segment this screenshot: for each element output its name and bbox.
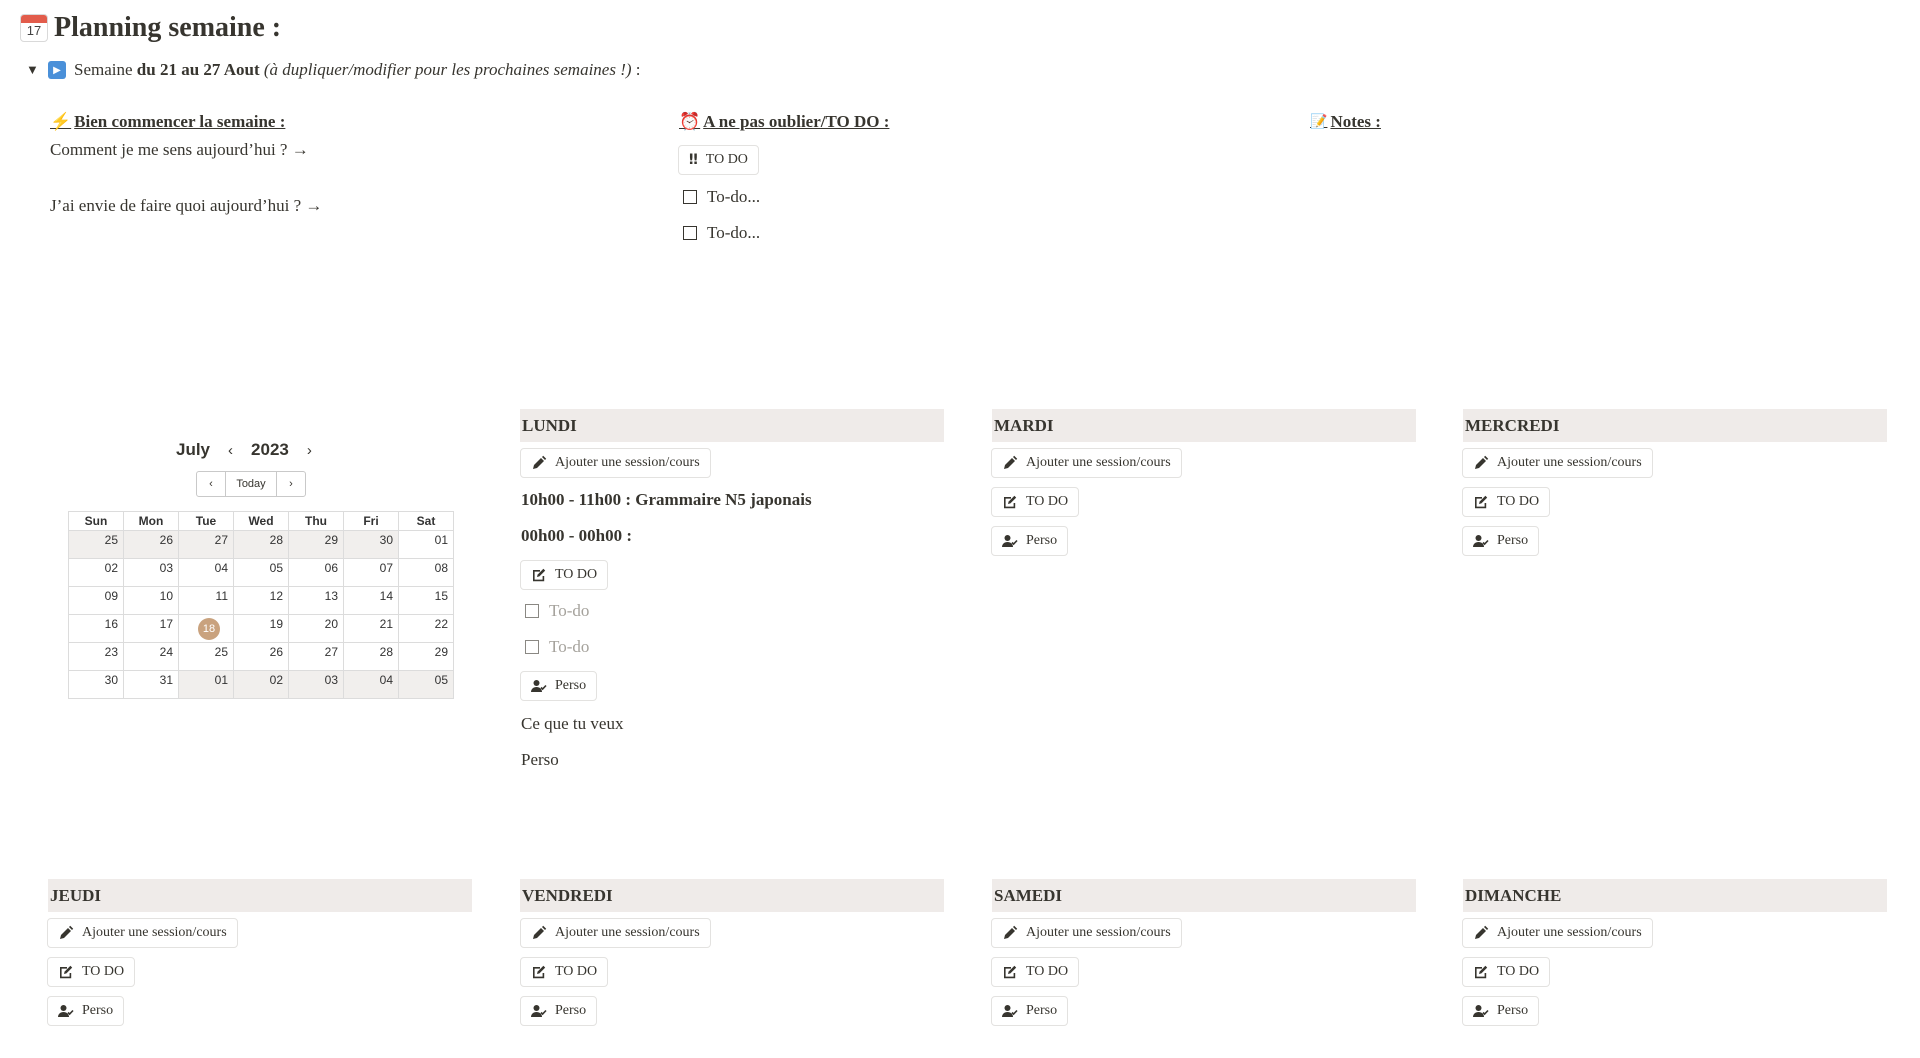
todo-button[interactable]: TO DO <box>520 957 608 987</box>
user-check-icon <box>531 1003 547 1019</box>
checkbox[interactable] <box>525 640 539 654</box>
perso-button[interactable]: Perso <box>520 671 597 701</box>
play-button-icon: ▶ <box>48 61 66 79</box>
edit-square-icon <box>58 964 74 980</box>
calendar-year: 2023 <box>251 440 289 459</box>
calendar-day[interactable]: 26 <box>124 531 179 559</box>
calendar-day[interactable]: 25 <box>179 643 234 671</box>
calendar-day[interactable]: 01 <box>399 531 454 559</box>
add-session-button[interactable]: Ajouter une session/cours <box>520 918 711 948</box>
calendar-header <box>176 440 312 460</box>
edit-square-icon <box>1473 964 1489 980</box>
calendar-day[interactable]: 29 <box>399 643 454 671</box>
calendar-day[interactable] <box>179 615 234 643</box>
calendar-day[interactable]: 10 <box>124 587 179 615</box>
calendar-day[interactable]: 23 <box>69 643 124 671</box>
checkbox[interactable] <box>683 226 697 240</box>
triangle-down-icon[interactable]: ▼ <box>26 62 39 77</box>
calendar-nav <box>196 471 306 497</box>
calendar-day[interactable]: 04 <box>179 559 234 587</box>
todo-main-button[interactable]: ‼ TO DO <box>678 145 759 175</box>
pencil-icon <box>531 455 547 471</box>
chevron-right-icon[interactable]: › <box>306 441 312 459</box>
calendar-day[interactable]: 08 <box>399 559 454 587</box>
calendar-day[interactable]: 01 <box>179 671 234 699</box>
calendar-day[interactable]: 26 <box>234 643 289 671</box>
page-title: Planning semaine : <box>54 12 282 43</box>
calendar-day[interactable]: 02 <box>69 559 124 587</box>
lightning-icon: ⚡ <box>50 112 72 131</box>
edit-square-icon <box>1002 494 1018 510</box>
session-entry: 10h00 - 11h00 : Grammaire N5 japonais <box>521 490 812 509</box>
lundi-todo-2[interactable]: To-do <box>525 637 589 657</box>
todo-button[interactable]: TO DO <box>520 560 608 590</box>
add-session-button[interactable]: Ajouter une session/cours <box>991 448 1182 478</box>
calendar-day[interactable]: 31 <box>124 671 179 699</box>
todo-button[interactable]: TO DO <box>1462 487 1550 517</box>
calendar-day[interactable]: 14 <box>344 587 399 615</box>
calendar-next-button[interactable]: › <box>289 478 293 490</box>
calendar-day[interactable]: 04 <box>344 671 399 699</box>
todo-button[interactable]: TO DO <box>991 487 1079 517</box>
reminders-heading: ⏰ A ne pas oublier/TO DO : <box>679 112 890 131</box>
chevron-left-icon[interactable]: ‹ <box>228 441 234 459</box>
weekday-header: Mon <box>124 512 179 531</box>
memo-icon: 📝 <box>1310 114 1328 130</box>
calendar-day[interactable]: 30 <box>344 531 399 559</box>
weekday-header: Fri <box>344 512 399 531</box>
notes-heading: 📝 Notes : <box>1310 112 1381 131</box>
edit-square-icon <box>531 964 547 980</box>
calendar-day[interactable]: 28 <box>344 643 399 671</box>
weekday-header: Sat <box>399 512 454 531</box>
day-header-samedi: SAMEDI <box>992 879 1416 912</box>
pencil-icon <box>1473 455 1489 471</box>
weekday-header: Tue <box>179 512 234 531</box>
edit-square-icon <box>1002 964 1018 980</box>
calendar-day[interactable]: 15 <box>399 587 454 615</box>
session-entry: 00h00 - 00h00 : <box>521 526 632 545</box>
checkbox[interactable] <box>683 190 697 204</box>
calendar-day[interactable]: 13 <box>289 587 344 615</box>
todo-button[interactable]: TO DO <box>47 957 135 987</box>
alarm-clock-icon: ⏰ <box>679 112 701 131</box>
calendar-day[interactable]: 07 <box>344 559 399 587</box>
lundi-todo-1[interactable]: To-do <box>525 601 589 621</box>
calendar-day[interactable]: 29 <box>289 531 344 559</box>
calendar-prev-button[interactable]: ‹ <box>209 478 213 490</box>
add-session-button[interactable]: Ajouter une session/cours <box>1462 918 1653 948</box>
today-marker: 18 <box>198 618 220 640</box>
add-session-button[interactable]: Ajouter une session/cours <box>1462 448 1653 478</box>
perso-button[interactable]: Perso <box>47 996 124 1026</box>
calendar-day[interactable]: 05 <box>234 559 289 587</box>
user-check-icon <box>1002 533 1018 549</box>
calendar-day[interactable]: 05 <box>399 671 454 699</box>
day-header-mardi: MARDI <box>992 409 1416 442</box>
calendar-day[interactable]: 22 <box>399 615 454 643</box>
calendar-day[interactable]: 06 <box>289 559 344 587</box>
edit-square-icon <box>531 567 547 583</box>
add-session-button[interactable]: Ajouter une session/cours <box>520 448 711 478</box>
reminder-todo-1[interactable]: To-do... <box>683 187 760 207</box>
calendar-day[interactable]: 09 <box>69 587 124 615</box>
weekday-header: Thu <box>289 512 344 531</box>
calendar-icon: 17 <box>20 14 48 42</box>
weekday-header: Wed <box>234 512 289 531</box>
pencil-icon <box>58 925 74 941</box>
double-exclamation-icon: ‼ <box>689 152 698 168</box>
calendar-month: July <box>176 440 211 459</box>
calendar-day[interactable]: 11 <box>179 587 234 615</box>
day-header-lundi: LUNDI <box>520 409 944 442</box>
calendar-day[interactable]: 28 <box>234 531 289 559</box>
calendar-day[interactable]: 21 <box>344 615 399 643</box>
user-check-icon <box>58 1003 74 1019</box>
start-question-2: J’ai envie de faire quoi aujourd’hui ? → <box>50 196 323 215</box>
calendar-day[interactable]: 24 <box>124 643 179 671</box>
user-check-icon <box>1473 1003 1489 1019</box>
calendar-day[interactable]: 02 <box>234 671 289 699</box>
calendar-day[interactable]: 20 <box>289 615 344 643</box>
edit-square-icon <box>1473 494 1489 510</box>
start-heading: ⚡ Bien commencer la semaine : <box>50 112 286 131</box>
day-header-dimanche: DIMANCHE <box>1463 879 1887 912</box>
user-check-icon <box>531 678 547 694</box>
perso-button[interactable]: Perso <box>1462 996 1539 1026</box>
add-session-button[interactable]: Ajouter une session/cours <box>991 918 1182 948</box>
mini-calendar <box>68 511 454 699</box>
calendar-today-button[interactable]: Today <box>225 472 277 496</box>
user-check-icon <box>1473 533 1489 549</box>
calendar-day[interactable]: 16 <box>69 615 124 643</box>
calendar-day[interactable]: 27 <box>179 531 234 559</box>
calendar-day[interactable]: 17 <box>124 615 179 643</box>
day-header-jeudi: JEUDI <box>48 879 472 912</box>
user-check-icon <box>1002 1003 1018 1019</box>
perso-button[interactable]: Perso <box>991 996 1068 1026</box>
pencil-icon <box>531 925 547 941</box>
calendar-day[interactable]: 27 <box>289 643 344 671</box>
weekday-header: Sun <box>69 512 124 531</box>
calendar-day[interactable]: 03 <box>124 559 179 587</box>
calendar-day[interactable]: 30 <box>69 671 124 699</box>
calendar-day[interactable]: 25 <box>69 531 124 559</box>
pencil-icon <box>1002 455 1018 471</box>
week-label: Semaine du 21 au 27 Aout (à dupliquer/modifier pour les prochaines semaines !) : <box>74 60 641 79</box>
reminder-todo-2[interactable]: To-do... <box>683 223 760 243</box>
calendar-day[interactable]: 19 <box>234 615 289 643</box>
perso-button[interactable]: Perso <box>1462 526 1539 556</box>
perso-text: Perso <box>521 750 559 769</box>
day-header-mercredi: MERCREDI <box>1463 409 1887 442</box>
todo-button[interactable]: TO DO <box>991 957 1079 987</box>
perso-button[interactable]: Perso <box>520 996 597 1026</box>
week-toggle[interactable] <box>26 60 641 80</box>
calendar-day[interactable]: 03 <box>289 671 344 699</box>
perso-button[interactable]: Perso <box>991 526 1068 556</box>
free-text: Ce que tu veux <box>521 714 624 733</box>
calendar-day[interactable]: 12 <box>234 587 289 615</box>
todo-button[interactable]: TO DO <box>1462 957 1550 987</box>
pencil-icon <box>1002 925 1018 941</box>
start-question-1: Comment je me sens aujourd’hui ? → <box>50 140 309 159</box>
checkbox[interactable] <box>525 604 539 618</box>
page-title-row <box>20 12 281 44</box>
day-header-vendredi: VENDREDI <box>520 879 944 912</box>
add-session-button[interactable]: Ajouter une session/cours <box>47 918 238 948</box>
pencil-icon <box>1473 925 1489 941</box>
